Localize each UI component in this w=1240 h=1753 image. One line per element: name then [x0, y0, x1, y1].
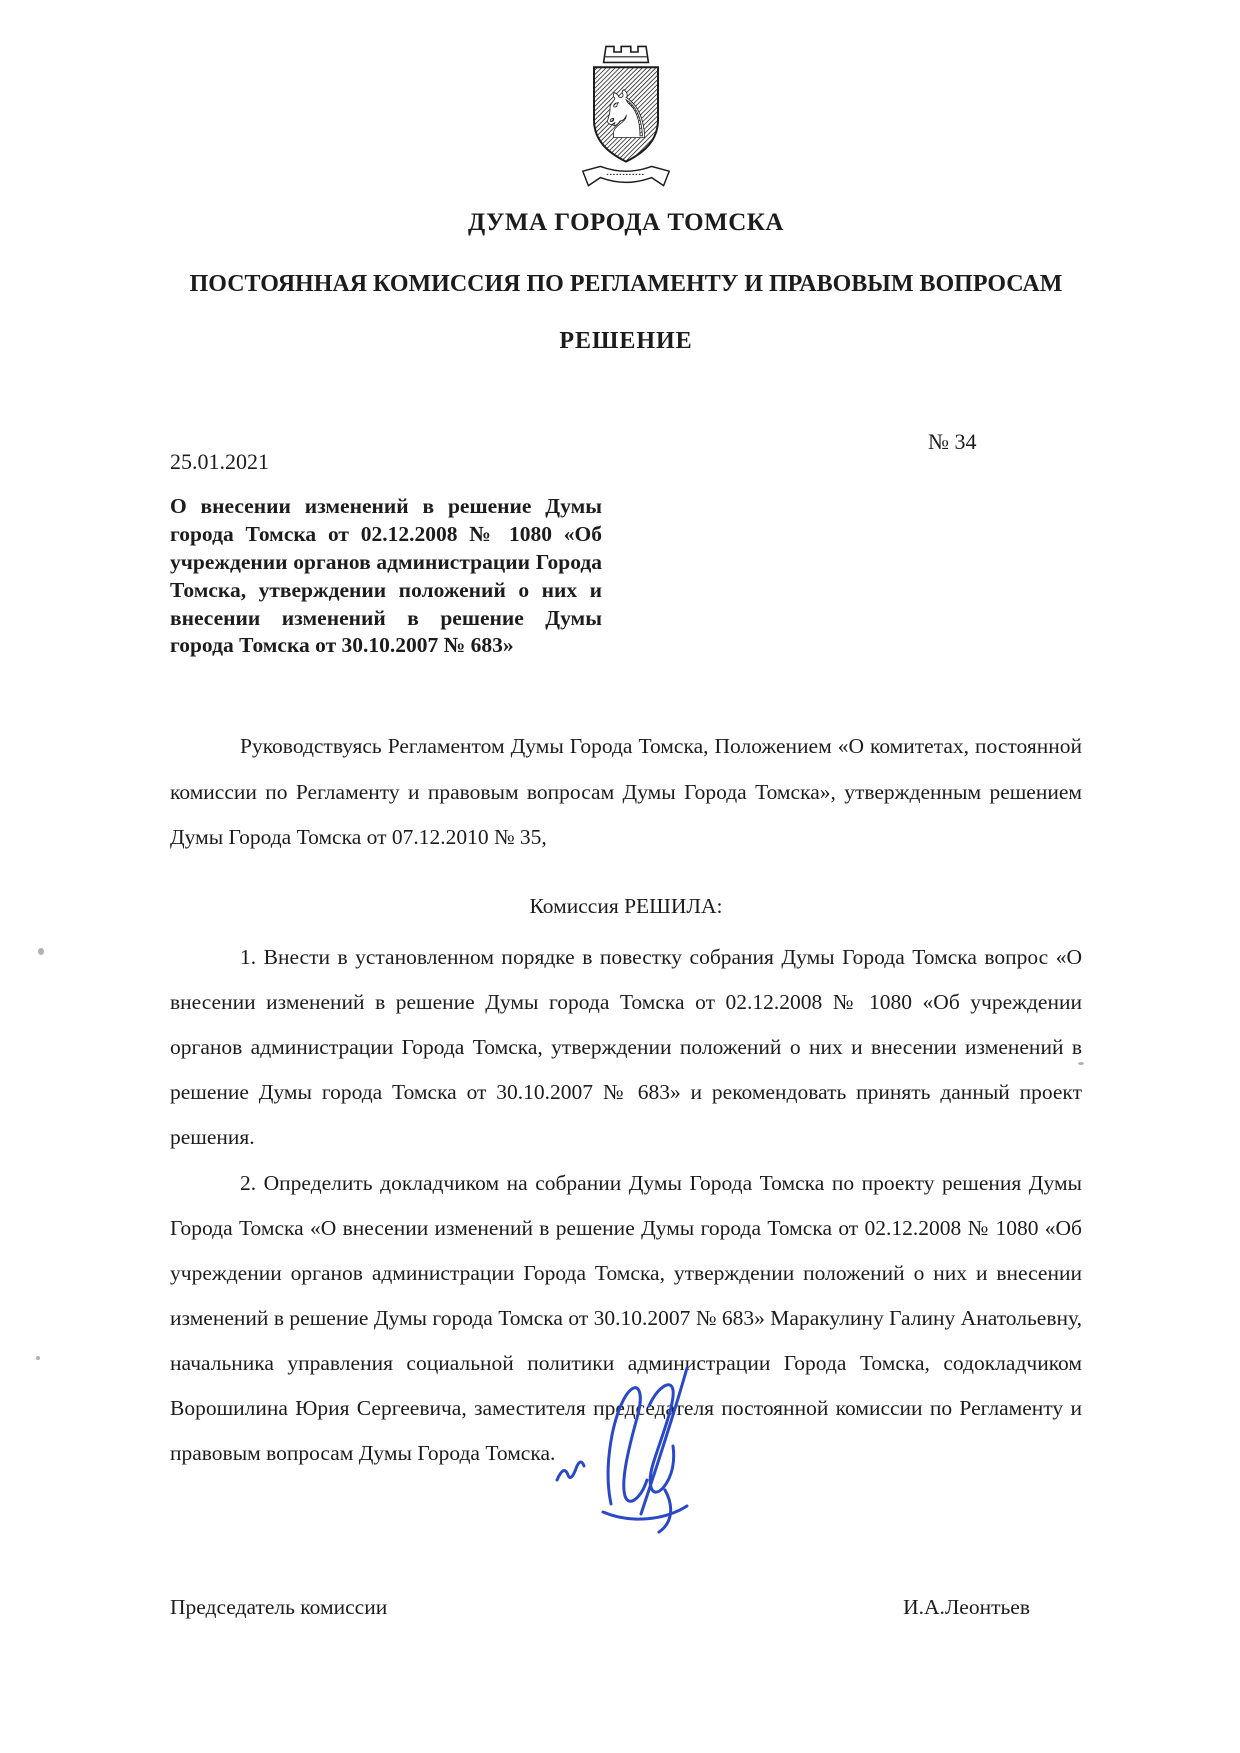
emblem-container — [170, 40, 1082, 205]
doc-subject: О внесении изменений в решение Думы города Томска от 02.12.2008 № 1080 «Об учреждении органов администрации Города Томска, утверждении положений о них и внесении изменений в решение Думы города Томска от 30.10.2007 № 683» — [170, 493, 602, 658]
scan-artifact — [38, 948, 44, 955]
doc-type-title: РЕШЕНИЕ — [559, 327, 693, 354]
preamble-paragraph: Руководствуясь Регламентом Думы Города Томска, Положением «О комитетах, постоянной комиссии по Регламенту и правовым вопросам Думы Города Томска», утвержденным решением Думы Города Томска от 07.12.2010 № 35, — [170, 734, 1082, 849]
doc-meta — [170, 429, 1082, 489]
commission-title: ПОСТОЯННАЯ КОМИССИЯ ПО РЕГЛАМЕНТУ И ПРАВОВЫМ ВОПРОСАМ — [189, 271, 1063, 297]
resolution-heading: Комиссия РЕШИЛА: — [529, 893, 723, 918]
resolution-item-1: 1. Внести в установленном порядке в повестку собрания Думы Города Томска вопрос «О внесении изменений в решение Думы города Томска от 02.12.2008 № 1080 «Об учреждении органов администрации Города Томска, утверждении положений о них и внесении изменений в решение Думы города Томска от 30.10.2007 № 683» и рекомендовать принять данный проект решения. — [170, 944, 1082, 1150]
doc-number: № 34 — [928, 428, 977, 454]
org-title: ДУМА ГОРОДА ТОМСКА — [468, 209, 784, 236]
chairman-label: Председатель комиссии — [170, 1594, 388, 1619]
handwritten-signature-icon — [545, 1362, 745, 1547]
resolution-item-2: 2. Определить докладчиком на собрании Думы Города Томска по проекту решения Думы Города Томска «О внесении изменений в решение Думы города Томска от 02.12.2008 № 1080 «Об учреждении органов администрации Города Томска, утверждении положений о них и внесении изменений в решение Думы города Томска от 30.10.2007 № 683» Маракулину Галину Анатольевну, начальника управления социальной политики администрации Города Томска, содокладчиком Ворошилина Юрия Сергеевича, заместителя председателя постоянной комиссии по Регламенту и правовым вопросам Думы Города Томска. — [170, 1170, 1082, 1466]
scan-artifact — [36, 1356, 40, 1360]
scan-artifact — [1078, 1062, 1084, 1065]
signature-block — [170, 1595, 1082, 1620]
svg-text:♞: ♞ — [596, 77, 656, 154]
doc-date: 25.01.2021 — [170, 448, 269, 474]
signer-name: И.А.Леонтьев — [903, 1594, 1030, 1619]
tomsk-coat-of-arms-icon — [570, 40, 682, 200]
